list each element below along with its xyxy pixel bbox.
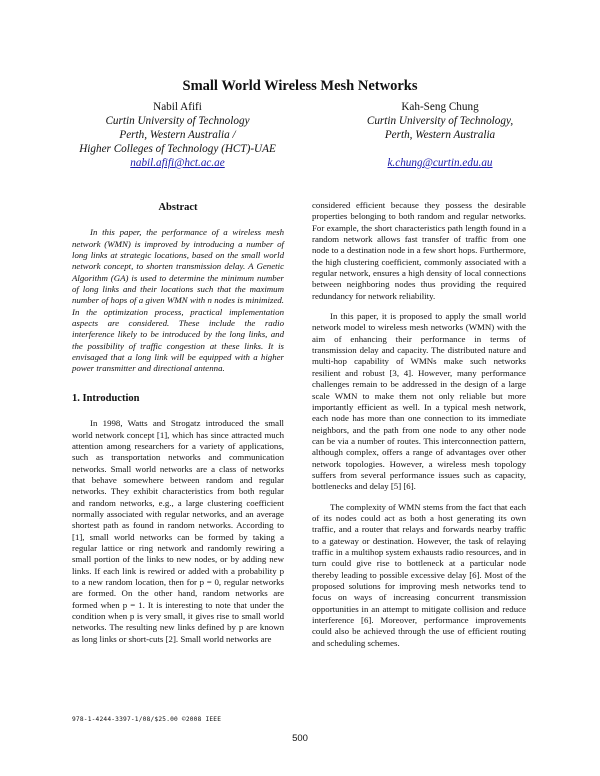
right-column (312, 200, 526, 658)
author-affiliation-line: Perth, Western Australia (384, 129, 496, 141)
author-block-1 (45, 100, 310, 170)
author-affiliation-spacer (320, 142, 560, 156)
author-affiliation-line: Perth, Western Australia / (119, 129, 236, 141)
paper-title: Small World Wireless Mesh Networks (182, 78, 418, 94)
author-name: Nabil Afifi (153, 101, 202, 113)
abstract-heading: Abstract (158, 202, 198, 213)
author-name: Kah-Seng Chung (401, 101, 479, 113)
author-email-link[interactable]: k.chung@curtin.edu.au (387, 157, 493, 169)
body-paragraph: The complexity of WMN stems from the fact that each of its nodes could act as both a host generating its own traffic, and a router that relays and forwards nearby traffic to a gateway or destination. However, the task of relaying traffic in a multihop system exhausts radio resources, and in turn could give rise to bottleneck at a particular node thereby leading to possible excessive delay [6]. Most of the proposed solutions for improving mesh networks tend to focus on ways of increasing concurrent transmission opportunities in an attempt to mitigate collision and reduce interference [6]. Moreover, performance improvements could also be achieved through the use of efficient routing and scheduling schemes. (312, 501, 526, 648)
author-email-link[interactable]: nabil.afifi@hct.ac.ae (130, 157, 225, 169)
author-affiliation-line: Curtin University of Technology, (366, 115, 514, 127)
section-heading: 1. Introduction (72, 392, 140, 404)
copyright-footer: 978-1-4244-3397-1/08/$25.00 ©2008 IEEE (72, 716, 222, 723)
author-affiliation-line: Higher Colleges of Technology (HCT)-UAE (79, 143, 276, 155)
page-number: 500 (292, 733, 308, 744)
author-block-2 (320, 100, 560, 170)
author-affiliation-line: Curtin University of Technology (105, 115, 250, 127)
abstract-text: In this paper, the performance of a wireless mesh network (WMN) is improved by introducing a number of long links at strategic locations, based on the small world network concept, to shorten transmission delay. A Genetic Algorithm (GA) is used to determine the minimum number of long links and their locations such that the maximum number of hops of a given WMN with n nodes is minimized. In the optimization process, practical implementation aspects are considered. These include the radio interference likely to be introduced by the long links, and the possibility of traffic congestion at these links. It is envisaged that a long link will be equipped with a higher power transmitter and directional antenna. (72, 227, 284, 374)
left-column (72, 202, 284, 654)
body-paragraph: In 1998, Watts and Strogatz introduced the small world network concept [1], which has since attracted much attention among researchers for a variety of applications, such as transportation networks and communication networks. Small world networks are a class of networks that behave somewhere between random and regular networks. They exhibit characteristics from both regular and random networks, e.g., a large clustering coefficient normally associated with regular networks, and an average shortest path as found in random networks. According to [1], small world networks can be formed by taking a regular lattice or ring network and randomly rewiring a small portion of the links to new nodes, or by adding new links. If each link is rewired or added with a probability p to a new random location, then for p = 0, regular networks are formed. On the other hand, random networks are formed when p = 1. It is interesting to note that under the condition when p is very small, it gives rise to small world networks. The resulting new links defined by p are known as long links or short-cuts [2]. Small world networks are (72, 418, 284, 644)
body-paragraph: considered efficient because they possess the desirable properties belonging to both random and regular networks. For example, the short characteristics path length found in a random network allows fast transfer of traffic from one node to a destination node in a few short hops. Furthermore, the high clustering coefficient, commonly associated with a regular network, ensures a high density of local connections between neighboring nodes thus providing the required redundancy for network reliability. (312, 200, 526, 301)
body-paragraph: In this paper, it is proposed to apply the small world network model to wireless mesh networks (WMN) with the aim of enhancing their performance in terms of transmission delay and capacity. The distributed nature and multi-hop capability of WMNs make such networks resilient and robust [3, 4]. However, many performance challenges remain to be addressed in the design of a large scale WMN to make them not only reliable but more importantly efficient as well. In a typical mesh network, each node has more than one connection to its immediate neighbors, and the path from one node to any other node can be via a number of routes. This interconnection pattern, although complex, offers a range of advantages over other network topologies. However, a wireless mesh topology suffers from several performance issues such as capacity, bottlenecks and delay [5] [6]. (312, 311, 526, 492)
